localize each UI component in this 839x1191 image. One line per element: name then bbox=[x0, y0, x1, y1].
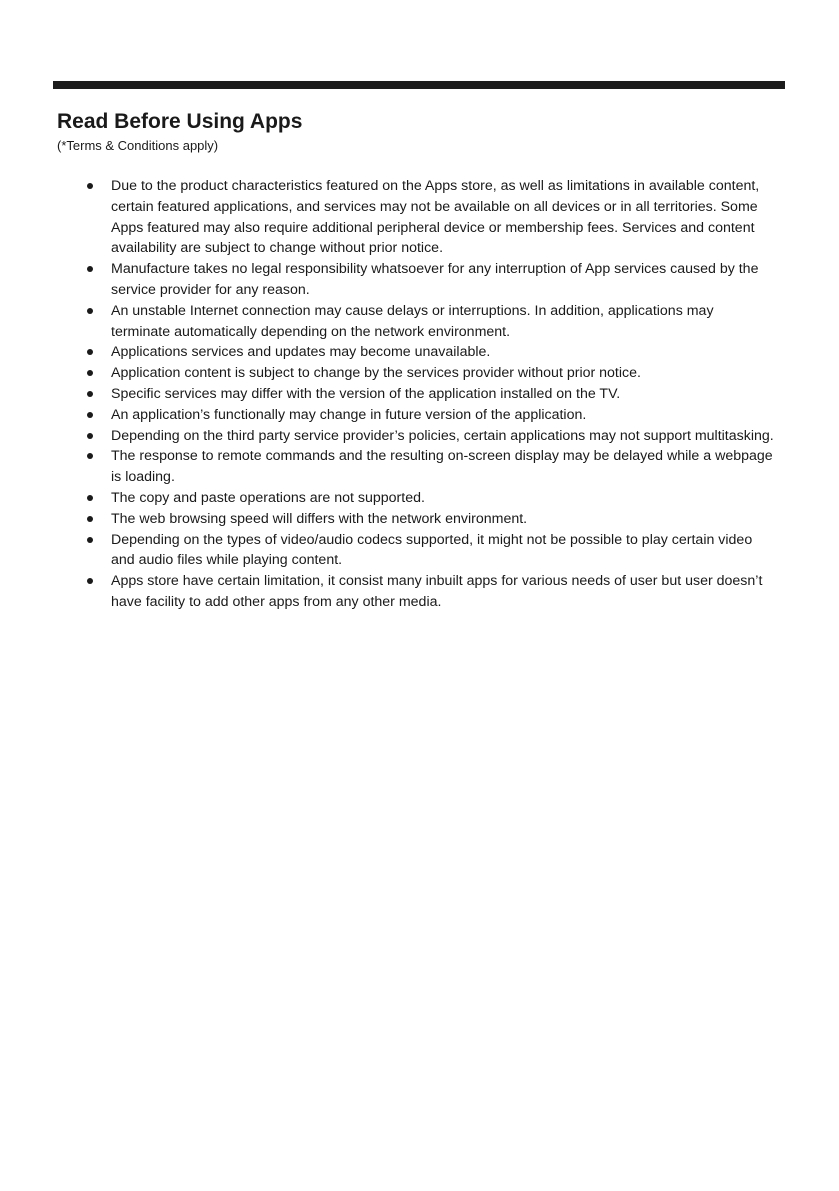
bullet-icon bbox=[87, 412, 93, 418]
bullet-icon bbox=[87, 453, 93, 459]
bullet-icon bbox=[87, 183, 93, 189]
list-item-text: The response to remote commands and the resulting on-screen display may be delayed while a webpage is loading. bbox=[111, 448, 773, 486]
bullet-icon bbox=[87, 578, 93, 584]
bullet-icon bbox=[87, 433, 93, 439]
bullet-icon bbox=[87, 308, 93, 314]
list-item-text: An application’s functionally may change in future version of the application. bbox=[111, 406, 587, 423]
page-title: Read Before Using Apps bbox=[57, 110, 303, 133]
list-item bbox=[84, 446, 774, 488]
list-item-text: Depending on the types of video/audio codecs supported, it might not be possible to play certain video and audio files while playing content. bbox=[111, 531, 753, 569]
list-item bbox=[84, 530, 774, 572]
header-rule bbox=[53, 81, 785, 89]
list-item bbox=[84, 259, 774, 301]
list-item-text: The copy and paste operations are not supported. bbox=[111, 489, 425, 506]
list-item-text: Depending on the third party service provider’s policies, certain applications may not support multitasking. bbox=[111, 427, 774, 444]
list-item bbox=[84, 509, 774, 530]
bullet-icon bbox=[87, 391, 93, 397]
list-item-text: Applications services and updates may become unavailable. bbox=[111, 344, 491, 361]
list-item bbox=[84, 426, 774, 447]
list-item-text: An unstable Internet connection may cause delays or interruptions. In addition, applications may terminate automatically depending on the network environment. bbox=[111, 302, 714, 340]
bullet-icon bbox=[87, 495, 93, 501]
list-item-text: Due to the product characteristics featured on the Apps store, as well as limitations in available content, certain featured applications, and services may not be available on all devices or in all territories. Some Apps featured may also require additional peripheral device or membership fees. Services and content availability are subject to change without prior notice. bbox=[111, 178, 760, 257]
bullet-icon bbox=[87, 266, 93, 272]
bullet-icon bbox=[87, 349, 93, 355]
bullet-icon bbox=[87, 370, 93, 376]
list-item bbox=[84, 342, 774, 363]
list-item-text: Specific services may differ with the version of the application installed on the TV. bbox=[111, 385, 621, 402]
list-item bbox=[84, 571, 774, 613]
list-item bbox=[84, 488, 774, 509]
bullet-list bbox=[84, 176, 774, 613]
list-item bbox=[84, 405, 774, 426]
bullet-icon bbox=[87, 516, 93, 522]
list-item-text: The web browsing speed will differs with the network environment. bbox=[111, 510, 528, 527]
list-item bbox=[84, 176, 774, 259]
bullet-icon bbox=[87, 537, 93, 543]
list-item bbox=[84, 363, 774, 384]
page-subtitle: (*Terms & Conditions apply) bbox=[57, 138, 219, 153]
list-item bbox=[84, 384, 774, 405]
list-item-text: Apps store have certain limitation, it consist many inbuilt apps for various needs of user but user doesn’t have facility to add other apps from any other media. bbox=[111, 573, 763, 610]
list-item bbox=[84, 301, 774, 343]
list-item-text: Application content is subject to change by the services provider without prior notice. bbox=[111, 365, 641, 382]
list-item-text: Manufacture takes no legal responsibility whatsoever for any interruption of App services caused by the service provider for any reason. bbox=[111, 261, 759, 298]
